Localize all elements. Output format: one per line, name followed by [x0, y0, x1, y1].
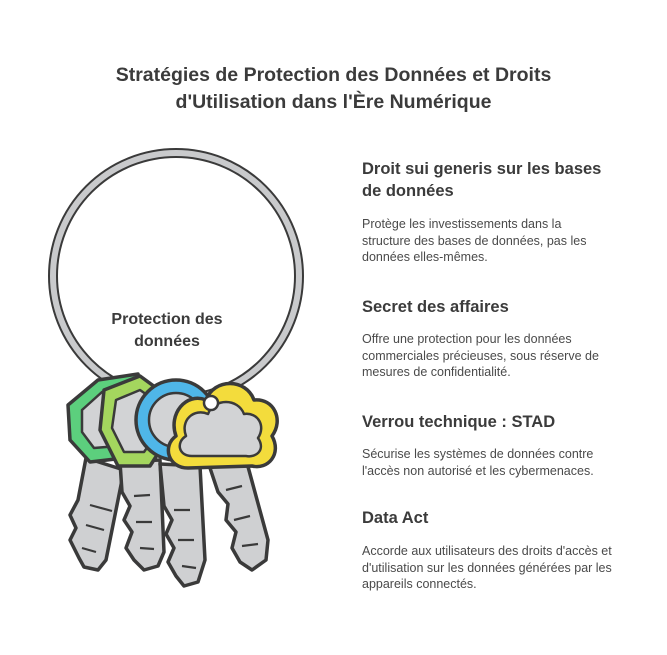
section-description	[362, 216, 642, 266]
desc-line-1: Accorde aux utilisateurs des droits d'accès et	[362, 544, 612, 558]
key-blade-4	[208, 452, 268, 570]
desc-line-2: commerciales précieuses, sous réserve de	[362, 348, 599, 363]
key-blade-2	[120, 460, 164, 570]
section-heading	[362, 296, 642, 318]
section-description	[362, 331, 642, 381]
desc-line-2: structure des bases de données, pas les	[362, 233, 587, 248]
heading-line-1: Secret des affaires	[362, 298, 509, 316]
desc-line-3: données elles-mêmes.	[362, 250, 488, 264]
section-description	[362, 543, 642, 593]
section-sui-generis	[362, 158, 642, 266]
ring-label-line-2: données	[134, 333, 200, 350]
section-description	[362, 446, 642, 479]
ring-label-line-1: Protection des	[111, 311, 223, 328]
desc-line-3: appareils connectés.	[362, 577, 477, 591]
section-verrou-technique	[362, 411, 642, 479]
title-line-2: d'Utilisation dans l'Ère Numérique	[175, 91, 492, 113]
section-heading	[362, 507, 642, 529]
key-blade-3	[160, 464, 205, 586]
key-blade-1	[70, 458, 124, 570]
heading-line-1: Droit sui generis sur les bases	[362, 160, 602, 178]
key-ring	[53, 153, 299, 399]
desc-line-1: Protège les investissements dans la	[362, 217, 562, 231]
desc-line-1: Sécurise les systèmes de données contre	[362, 447, 594, 461]
section-heading	[362, 411, 642, 433]
section-data-act	[362, 507, 642, 593]
heading-line-1: Data Act	[362, 509, 429, 527]
desc-line-1: Offre une protection pour les données	[362, 332, 572, 346]
desc-line-2: d'utilisation sur les données générées par les	[362, 560, 612, 575]
desc-line-3: mesures de confidentialité.	[362, 365, 511, 379]
heading-line-2: de données	[362, 182, 454, 200]
heading-line-1: Verrou technique : STAD	[362, 413, 556, 431]
title-line-1: Stratégies de Protection des Données et Droits	[115, 64, 552, 86]
desc-line-2: l'accès non autorisé et les cybermenaces.	[362, 463, 594, 478]
section-heading	[362, 158, 642, 202]
section-secret-affaires	[362, 296, 642, 381]
ring-label	[92, 309, 242, 353]
